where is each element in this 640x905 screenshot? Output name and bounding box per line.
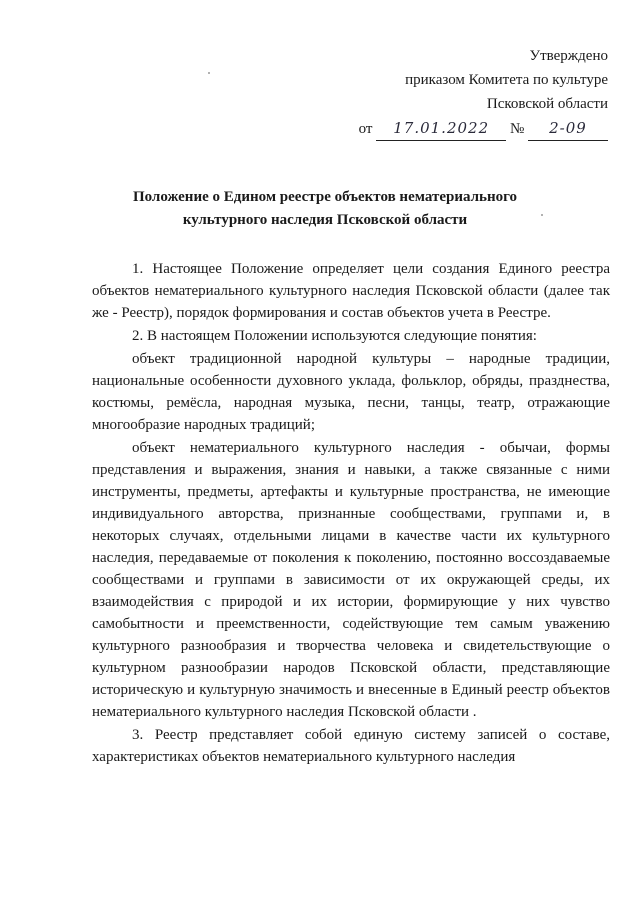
paragraph-1: 1. Настоящее Положение определяет цели создания Единого реестра объектов нематериального культурного наследия Псковской области (далее так же - Реестр), порядок формирования и состав объектов учета в Реестре. — [92, 261, 610, 321]
title-line-1: Положение о Едином реестре объектов нематериального — [132, 189, 518, 205]
handwritten-number: 2-09 — [528, 116, 608, 141]
approval-heading: Утверждено — [529, 48, 608, 64]
date-prefix: от — [358, 121, 373, 137]
document-body — [92, 258, 610, 769]
paragraph-definition-intangible: объект нематериального культурного наследия - обычаи, формы представления и выражения, знания и навыки, а также связанные с ними инструменты, предметы, артефакты и культурные пространства, не имеющие индивидуального авторства, признанные сообществами, группами и, в некоторых случаях, отдельными лицами в качестве части их культурного наследия, передаваемые от поколения к поколению, постоянно воссоздаваемые сообществами и группами в зависимости от их окружающей среды, их взаимодействия с природой и их истории, формирующие у них чувство самобытности и преемственности, содействующие тем самым уважению культурного разнообразия и творчества человека и свидетельствующие о культурном разнообразии народов Псковской области, представляющие историческую и культурную значимость и внесенные в Единый реестр объектов нематериального культурного наследия Псковской области . — [92, 440, 610, 720]
handwritten-date: 17.01.2022 — [376, 116, 506, 141]
title-line-2: культурного наследия Псковской области — [182, 212, 468, 228]
scan-speck — [208, 72, 210, 74]
approval-order-line: приказом Комитета по культуре — [405, 72, 608, 88]
approval-block — [308, 44, 608, 141]
number-prefix: № — [509, 121, 525, 137]
approval-date-number-line — [308, 116, 608, 141]
approval-region-line: Псковской области — [486, 96, 608, 112]
paragraph-2: 2. В настоящем Положении используются следующие понятия: — [132, 328, 537, 344]
document-title — [90, 186, 560, 232]
scan-speck — [541, 214, 543, 216]
paragraph-3: 3. Реестр представляет собой единую систему записей о составе, характеристиках объектов нематериального культурного наследия — [92, 727, 610, 765]
paragraph-definition-traditional: объект традиционной народной культуры – народные традиции, национальные особенности духовного уклада, фольклор, обряды, празднества, костюмы, ремёсла, народная музыка, песни, танцы, театр, отражающие многообразие народных традиций; — [92, 351, 610, 433]
